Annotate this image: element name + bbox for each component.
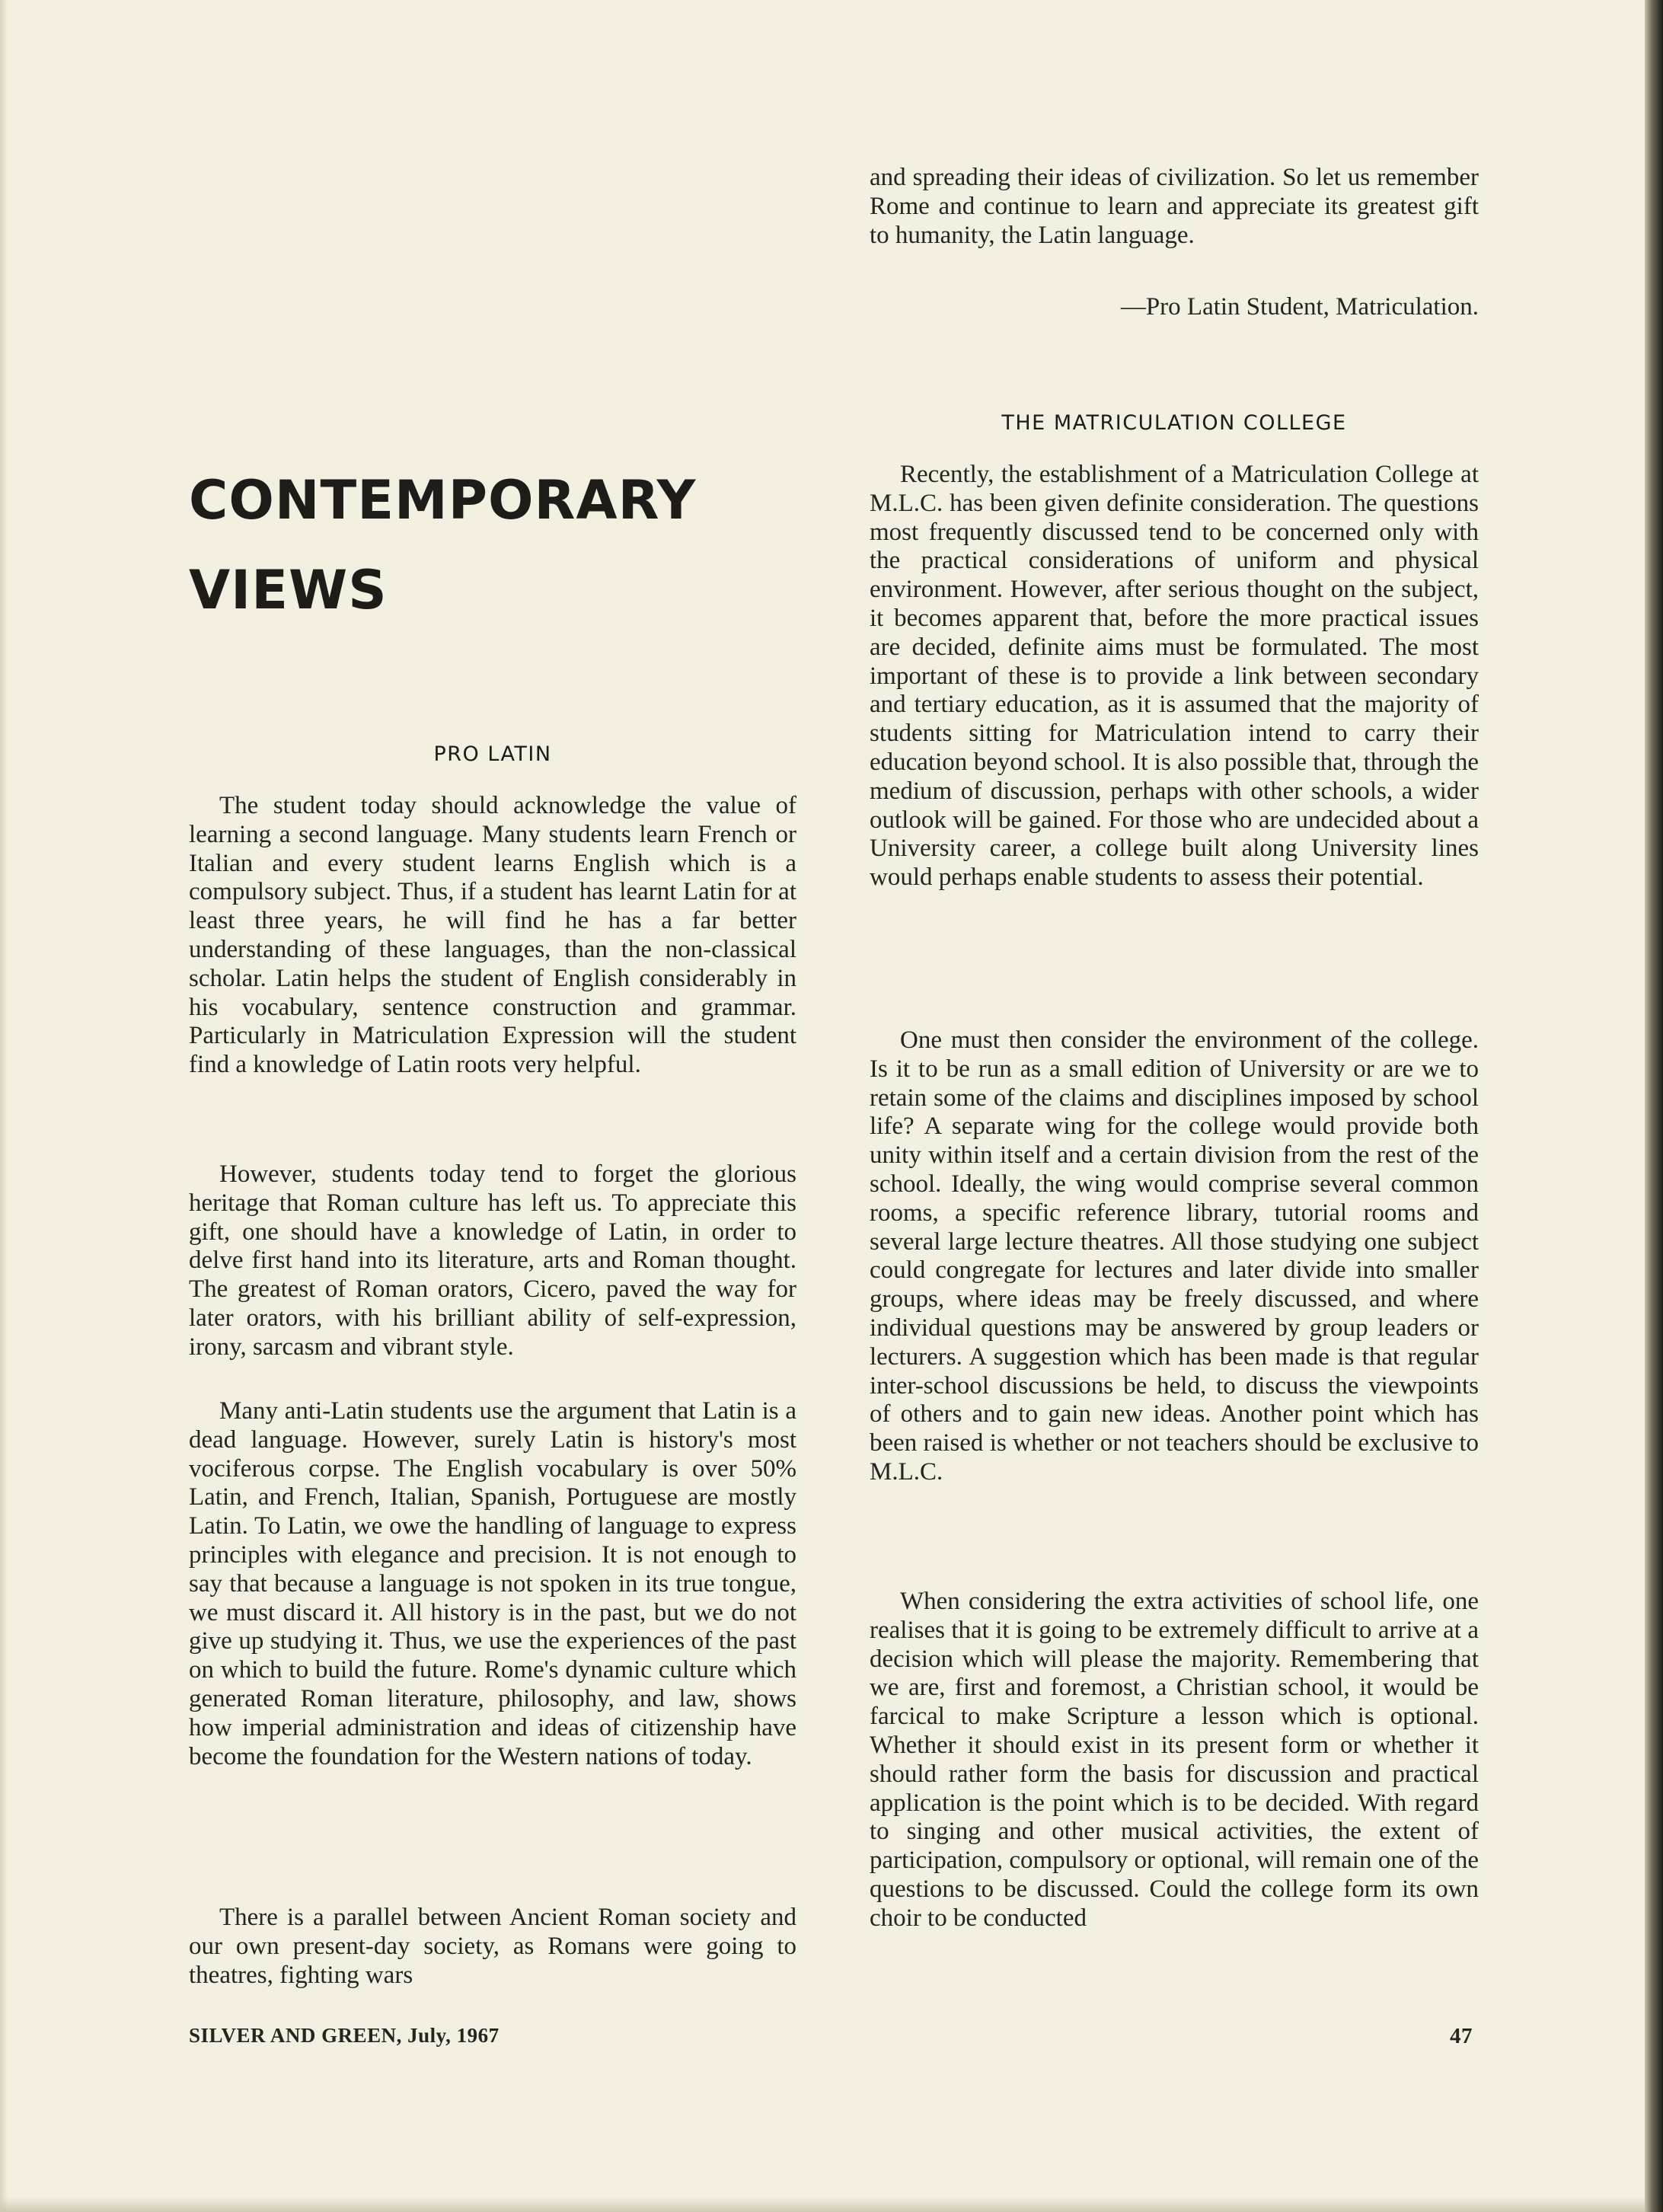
matriculation-paragraph: One must then consider the environment of the college. Is it to be run as a small edition of University or are we to retain some of the claims and disciplines imposed by school life? A separate wing for the college would provide both unity within itself and a certain division from the rest of the school. Ideally, the wing would comprise several common rooms, a specific reference library, tutorial rooms and several large lecture theatres. All those studying one subject could congregate for lectures and later divide into smaller groups, where ideas may be freely discussed, and where individual questions may be answered by group leaders or lecturers. A suggestion which has been made is that regular inter-school discussions be held, to discuss the viewpoints of others and to gain new ideas. Another point which has been raised is whether or not teachers should be exclusive to M.L.C. [870, 1026, 1479, 1486]
footer-page-number: 47 [1450, 2024, 1473, 2048]
matriculation-paragraph: When considering the extra activities of school life, one realises that it is going to be extremely difficult to arrive at a decision which will please the majority. Remembering that we are, first and foremost, a Christian school, it would be farcical to make Scripture a lesson which is optional. Whether it should exist in its present form or whether it should rather form the basis for discussion and practical application is the point which is to be decided. With regard to singing and other musical activities, the extent of participation, compulsory or optional, will remain one of the questions to be discussed. Could the college form its own choir to be conducted [870, 1588, 1479, 1932]
pro-latin-paragraph: Many anti-Latin students use the argument that Latin is a dead language. However, surely Latin is history's most vociferous corpse. The English vocabulary is over 50% Latin, and French, Italian, Spanish, Portuguese are mostly Latin. To Latin, we owe the handling of language to express principles with elegance and precision. It is not enough to say that because a language is not spoken in its true tongue, we must discard it. All history is in the past, but we do not give up studying it. Thus, we use the experiences of the past on which to build the future. Rome's dynamic culture which generated Roman literature, philosophy, and law, shows how imperial administration and ideas of citizenship have become the foundation for the Western nations of today. [189, 1397, 796, 1770]
binding-edge [1645, 0, 1663, 2212]
page-edge-shadow [0, 0, 8, 2212]
page-bottom-shadow [0, 2197, 1645, 2212]
pro-latin-heading: PRO LATIN [433, 742, 552, 766]
page-title-line-1: CONTEMPORARY [189, 469, 697, 531]
continued-text: and spreading their ideas of civilization. So let us remember Rome and continue to learn and appreciate its greatest gift to humanity, the Latin language. [870, 164, 1479, 249]
pro-latin-paragraph: There is a parallel between Ancient Roman society and our own present-day society, as Romans were going to theatres, fighting wars [189, 1904, 796, 1989]
pro-latin-body [189, 792, 796, 1989]
matriculation-paragraph: Recently, the establishment of a Matriculation College at M.L.C. has been given definite consideration. The questions most frequently discussed tend to be concerned only with the practical considerations of uniform and physical environment. However, after serious thought on the subject, it becomes apparent that, before the more practical issues are decided, definite aims must be formulated. The most important of these is to provide a link between secondary and tertiary education, as it is assumed that the majority of students sitting for Matriculation intend to carry their education beyond school. It is also possible that, through the medium of discussion, perhaps with other schools, a wider outlook will be gained. For those who are undecided about a University career, a college built along University lines would perhaps enable students to assess their potential. [870, 461, 1479, 892]
footer-publication: SILVER AND GREEN, July, 1967 [189, 2024, 500, 2047]
matriculation-heading: THE MATRICULATION COLLEGE [1001, 411, 1347, 435]
pro-latin-paragraph: However, students today tend to forget the glorious heritage that Roman culture has left us. To appreciate this gift, one should have a knowledge of Latin, in order to delve first hand into its literature, arts and Roman thought. The greatest of Roman orators, Cicero, paved the way for later orators, with his brilliant ability of self-expression, irony, sarcasm and vibrant style. [189, 1160, 796, 1361]
page-title-line-2: VIEWS [189, 559, 388, 621]
attribution: —Pro Latin Student, Matriculation. [1120, 293, 1479, 321]
pro-latin-paragraph: The student today should acknowledge the value of learning a second language. Many students learn French or Italian and every student learns English which is a compulsory subject. Thus, if a student has learnt Latin for at least three years, he will find he has a far better understanding of these languages, than the non-classical scholar. Latin helps the student of English considerably in his vocabulary, sentence construction and grammar. Particularly in Matriculation Expression will the student find a knowledge of Latin roots very helpful. [189, 792, 796, 1079]
